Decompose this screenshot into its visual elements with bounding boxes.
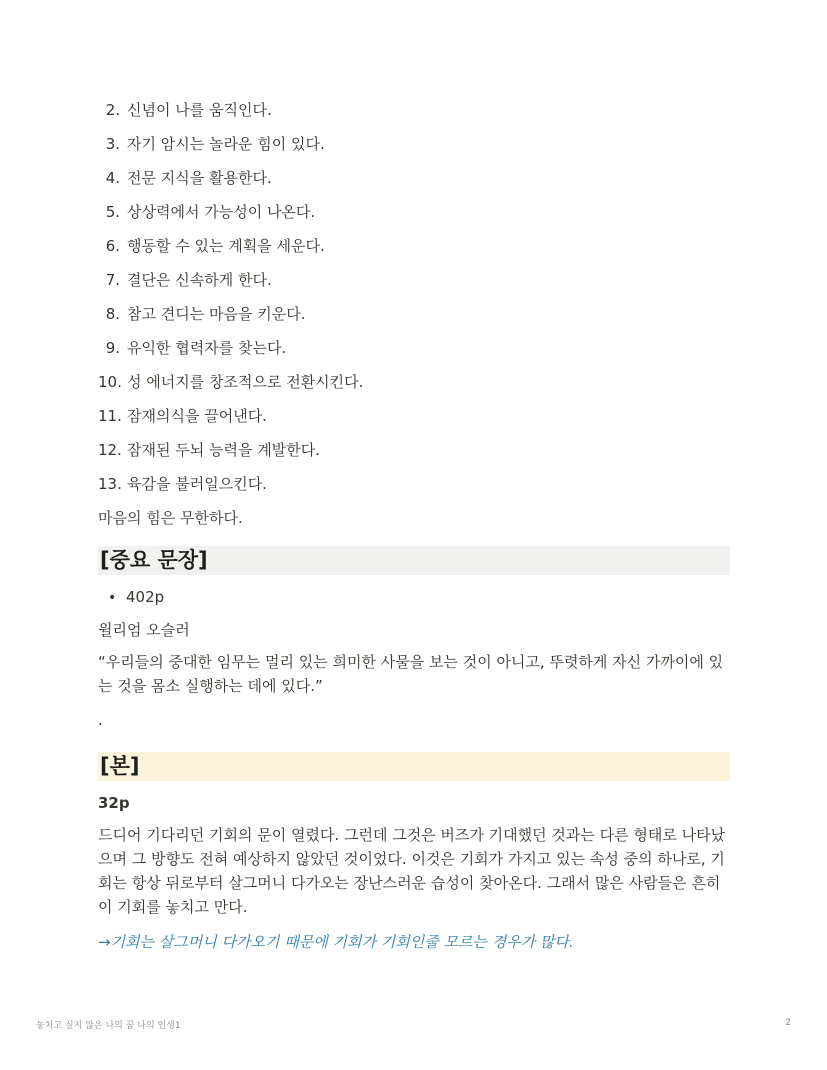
bullet-text: 402p <box>126 588 165 606</box>
list-number: 7. <box>105 271 120 289</box>
list-number: 10. <box>98 373 122 391</box>
important-sentences-heading: [중요 문장] <box>98 546 730 575</box>
list-text: 잠재의식을 끌어낸다. <box>127 407 267 425</box>
summary-text: 마음의 힘은 무한하다. <box>98 509 243 527</box>
list-item <box>98 436 730 470</box>
list-text: 신념이 나를 움직인다. <box>127 101 272 119</box>
reflection-note: →기회는 살그머니 다가오기 때문에 기회가 기회인줄 모르는 경우가 많다. <box>98 933 574 951</box>
list-text: 전문 지식을 활용한다. <box>127 169 272 187</box>
main-text-heading: [본] <box>98 752 730 781</box>
bullet-item <box>98 583 730 612</box>
list-item <box>98 266 730 300</box>
quote-text: “우리들의 중대한 임무는 멀리 있는 희미한 사물을 보는 것이 아니고, 뚜렷하게 자신 가까이에 있는 것을 몸소 실행하는 데에 있다.” <box>98 653 724 695</box>
list-item <box>98 470 730 504</box>
list-item <box>98 368 730 402</box>
list-item <box>98 164 730 198</box>
list-text: 참고 견디는 마음을 키운다. <box>127 305 306 323</box>
quote-author: 윌리엄 오슬러 <box>98 621 190 639</box>
page-reference: 32p <box>98 794 130 812</box>
list-text: 육감을 불러일으킨다. <box>127 475 267 493</box>
list-number: 5. <box>105 203 120 221</box>
list-item <box>98 130 730 164</box>
list-number: 6. <box>105 237 120 255</box>
footer-title: 놓치고 싶지 않은 나의 꿈 나의 인생1 <box>36 1021 181 1031</box>
list-item <box>98 96 730 130</box>
dot-line: . <box>98 711 103 729</box>
page-number: 2 <box>785 1018 791 1028</box>
document-body <box>98 96 730 955</box>
list-number: 9. <box>105 339 120 357</box>
list-number: 12. <box>98 441 122 459</box>
numbered-list <box>98 96 730 504</box>
list-number: 3. <box>105 135 120 153</box>
list-text: 결단은 신속하게 한다. <box>127 271 272 289</box>
list-item <box>98 402 730 436</box>
list-text: 잠재된 두뇌 능력을 계발한다. <box>127 441 320 459</box>
list-text: 자기 암시는 놀라운 힘이 있다. <box>127 135 325 153</box>
list-text: 행동할 수 있는 계획을 세운다. <box>127 237 325 255</box>
list-text: 상상력에서 가능성이 나온다. <box>127 203 316 221</box>
list-number: 2. <box>105 101 120 119</box>
bullet-dot-icon: • <box>108 590 117 606</box>
main-paragraph: 드디어 기다리던 기회의 문이 열렸다. 그런데 그것은 버즈가 기대했던 것과는 다른 형태로 나타났으며 그 방향도 전혀 예상하지 않았던 것이었다. 이것은 기회가 가지고 있는 속성 중의 하나로, 기회는 항상 뒤로부터 살그머니 다가오는 장난스러운 습성이 찾아온다. 그래서 많은 사람들은 흔히 이 기회를 놓치고 만다. <box>98 826 726 916</box>
list-item <box>98 232 730 266</box>
list-number: 8. <box>105 305 120 323</box>
list-number: 4. <box>105 169 120 187</box>
list-item <box>98 334 730 368</box>
list-item <box>98 198 730 232</box>
list-item <box>98 300 730 334</box>
list-text: 성 에너지를 창조적으로 전환시킨다. <box>127 373 364 391</box>
list-number: 13. <box>98 475 122 493</box>
list-number: 11. <box>98 407 122 425</box>
list-text: 유익한 협력자를 찾는다. <box>127 339 287 357</box>
